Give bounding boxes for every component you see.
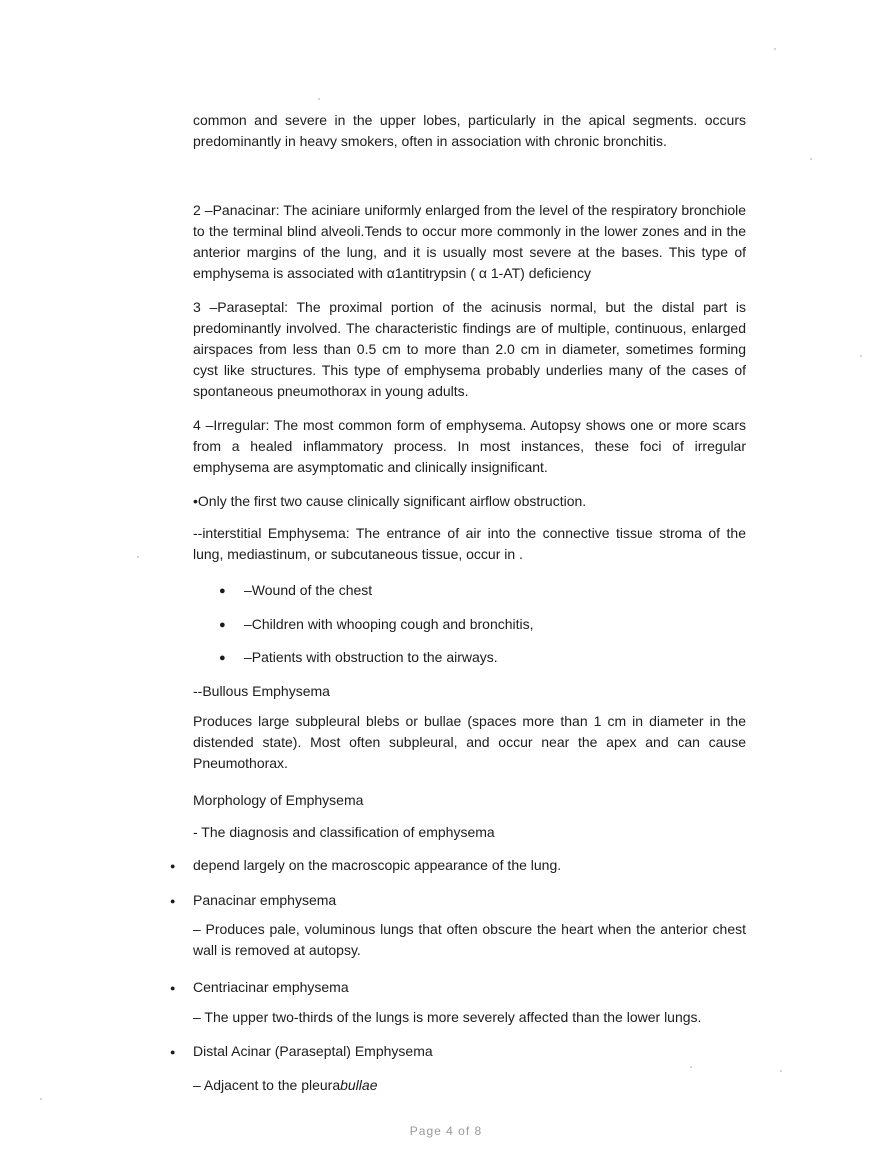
list-item: Panacinar emphysema bbox=[193, 892, 337, 908]
panacinar-paragraph: 2 –Panacinar: The aciniare uniformly enlarged from the level of the respiratory bronchiole to the terminal blind alveoli.Tends to occur more commonly in the lower zones and in the anterior margins of the lung, and it is usually most severe at the bases. This type of emphysema is associated with α1antitrypsin ( α 1-AT) deficiency bbox=[193, 202, 746, 281]
panacinar-description: – Produces pale, voluminous lungs that often obscure the heart when the anterior chest wall is removed at autopsy. bbox=[193, 921, 746, 958]
bullous-paragraph: Produces large subpleural blebs or bullae (spaces more than 1 cm in diameter in the distended state). Most often subpleural, and occur near the apex and can cause Pneumothorax. bbox=[193, 713, 746, 771]
list-bullet: ● bbox=[219, 585, 226, 597]
list-item: –Patients with obstruction to the airways. bbox=[244, 649, 498, 665]
scan-speck bbox=[810, 158, 812, 160]
centriacinar-description: – The upper two-thirds of the lungs is more severely affected than the lower lungs. bbox=[193, 1009, 702, 1025]
list-bullet: ● bbox=[219, 652, 226, 664]
distal-description bbox=[193, 1075, 377, 1096]
bullous-heading: --Bullous Emphysema bbox=[193, 683, 330, 699]
interstitial-paragraph: --interstitial Emphysema: The entrance of air into the connective tissue stroma of the lung, mediastinum, or subcutaneous tissue, occur in . bbox=[193, 525, 746, 562]
distal-description-italic: bullae bbox=[340, 1077, 378, 1093]
diagnosis-line: - The diagnosis and classification of emphysema bbox=[193, 824, 495, 840]
list-bullet: ● bbox=[170, 861, 176, 871]
list-bullet: ● bbox=[170, 983, 176, 993]
distal-description-text: – Adjacent to the pleura bbox=[193, 1077, 341, 1093]
list-bullet: ● bbox=[170, 896, 176, 906]
scan-speck bbox=[318, 98, 320, 100]
scan-speck bbox=[690, 1066, 692, 1068]
scan-speck bbox=[774, 48, 776, 50]
list-bullet: ● bbox=[170, 1047, 176, 1057]
list-item: Distal Acinar (Paraseptal) Emphysema bbox=[193, 1043, 433, 1059]
list-item: –Children with whooping cough and bronchitis, bbox=[244, 616, 534, 632]
scan-speck bbox=[860, 355, 862, 357]
intro-paragraph: common and severe in the upper lobes, particularly in the apical segments. occurs predominantly in heavy smokers, often in association with chronic bronchitis. bbox=[193, 112, 746, 149]
irregular-paragraph: 4 –Irregular: The most common form of emphysema. Autopsy shows one or more scars from a healed inflammatory process. In most instances, these foci of irregular emphysema are asymptomatic and clinically insignificant. bbox=[193, 417, 746, 475]
list-bullet: ● bbox=[219, 619, 226, 631]
list-item: Centriacinar emphysema bbox=[193, 979, 349, 995]
list-item: –Wound of the chest bbox=[244, 582, 373, 598]
scan-speck bbox=[780, 1070, 782, 1072]
page-number-footer: Page 4 of 8 bbox=[409, 1124, 483, 1138]
scan-speck bbox=[137, 556, 139, 558]
scan-speck bbox=[40, 1098, 42, 1100]
only-first-two-note: •Only the first two cause clinically significant airflow obstruction. bbox=[193, 493, 587, 509]
paraseptal-paragraph: 3 –Paraseptal: The proximal portion of the acinusis normal, but the distal part is predominantly involved. The characteristic findings are of multiple, continuous, enlarged airspaces from less than 0.5 cm to more than 2.0 cm in diameter, sometimes forming cyst like structures. This type of emphysema probably underlies many of the cases of spontaneous pneumothorax in young adults. bbox=[193, 299, 746, 399]
morphology-heading: Morphology of Emphysema bbox=[193, 792, 364, 808]
list-item: depend largely on the macroscopic appearance of the lung. bbox=[193, 857, 562, 873]
